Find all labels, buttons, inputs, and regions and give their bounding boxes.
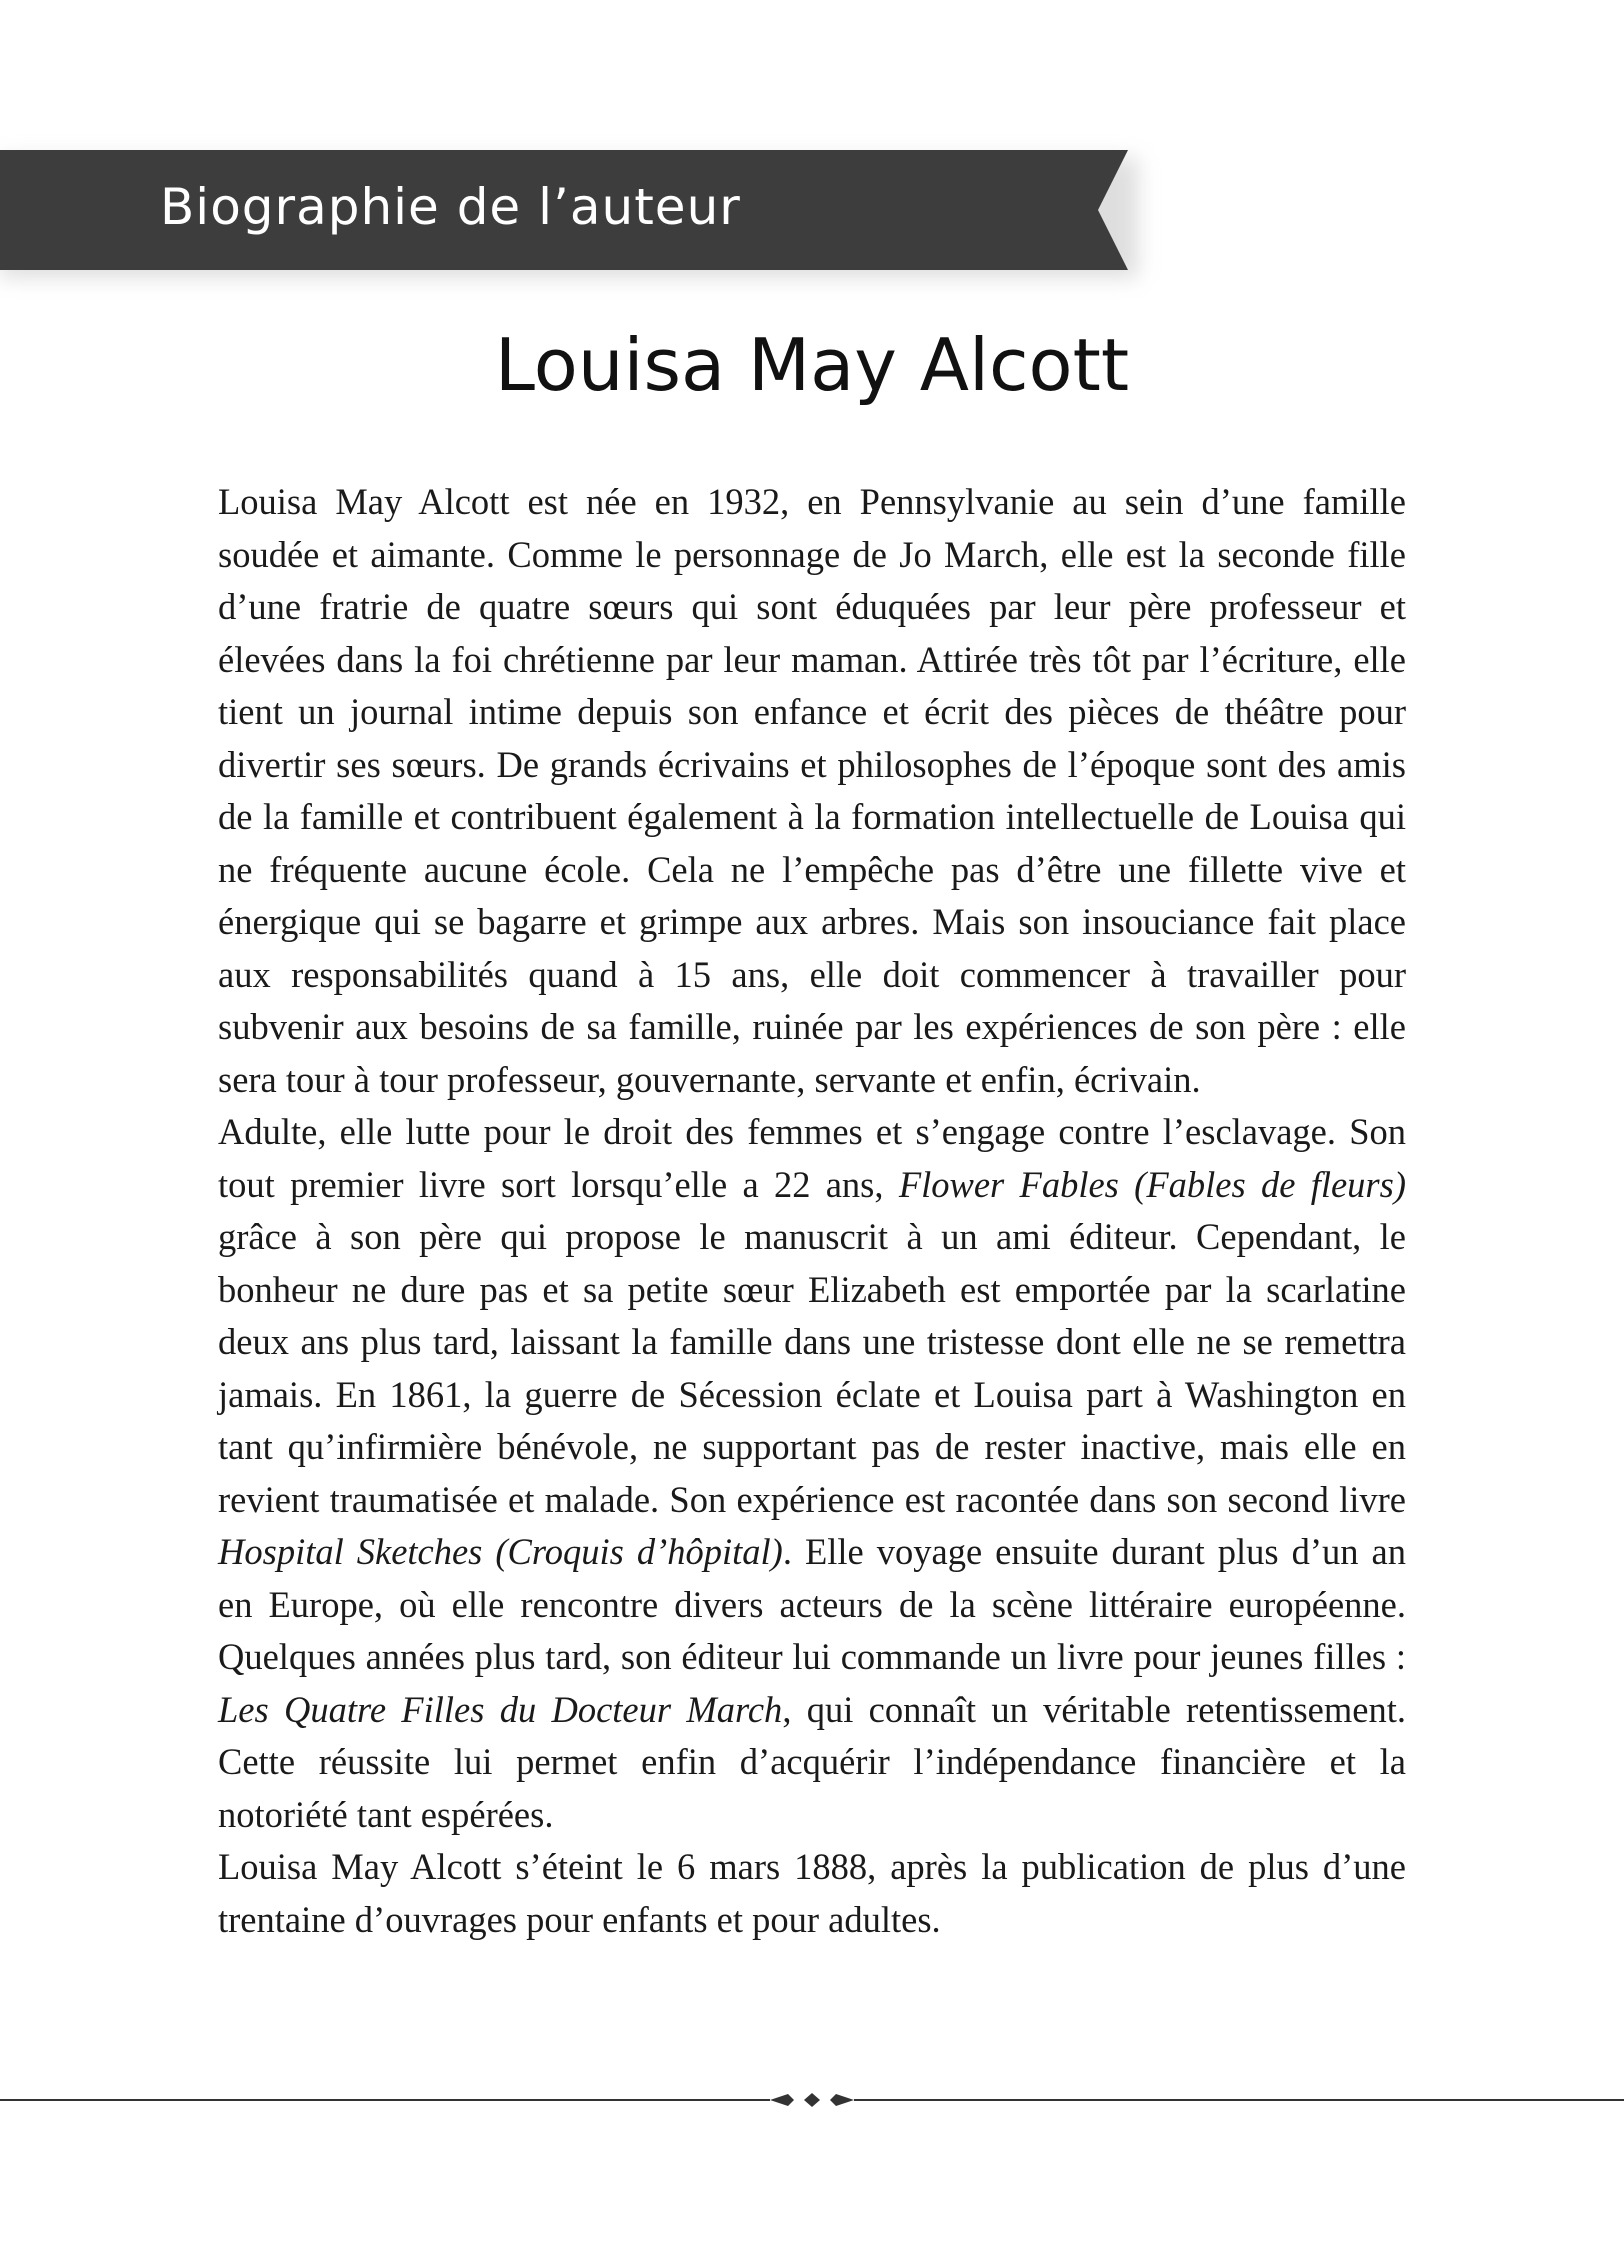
author-name: Louisa May Alcott <box>494 323 1130 407</box>
biography-text <box>218 476 1406 1946</box>
bio-p2-part-c: . Elle voyage ensuite durant plus d’un an en Europe, où elle rencontre divers acteurs de la scène littéraire européenne. Quelques années plus tard, son éditeur lui commande un livre pour jeunes filles : <box>218 1531 1406 1677</box>
section-label: Biographie de l’auteur <box>160 178 741 236</box>
book-title-flower-fables: Flower Fables (Fables de fleurs) <box>898 1163 1406 1205</box>
bio-paragraph-2 <box>218 1106 1406 1841</box>
section-banner <box>0 150 1128 270</box>
bio-paragraph-3: Louisa May Alcott s’éteint le 6 mars 1888, après la publication de plus d’une trentaine d’ouvrages pour enfants et pour adultes. <box>218 1846 1406 1940</box>
bio-p2-part-d: , qui connaît un véritable retentissement. Cette réussite lui permet enfin d’acquérir l’indépendance financière et la notoriété tant espérées. <box>218 1688 1406 1835</box>
bio-p2-part-b: grâce à son père qui propose le manuscrit à un ami éditeur. Cependant, le bonheur ne dure pas et sa petite sœur Elizabeth est emportée par la scarlatine deux ans plus tard, laissant la famille dans une tristesse dont elle ne se remettra jamais. En 1861, la guerre de Sécession éclate et Louisa part à Washington en tant qu’infirmière bénévole, ne supportant pas de rester inactive, mais elle en revient traumatisée et malade. Son expérience est racontée dans son second livre <box>218 1216 1406 1520</box>
page-title <box>0 323 1624 407</box>
book-title-hospital-sketches: Hospital Sketches (Croquis d’hôpital) <box>218 1531 783 1572</box>
book-title-quatre-filles: Les Quatre Filles du Docteur March <box>218 1688 783 1730</box>
ornamental-divider <box>0 2090 1624 2110</box>
bio-paragraph-1: Louisa May Alcott est née en 1932, en Pennsylvanie au sein d’une famille soudée et aimante. Comme le personnage de Jo March, elle est la seconde fille d’une fratrie de quatre sœurs qui sont éduquées par leur père professeur et élevées dans la foi chrétienne par leur maman. Attirée très tôt par l’écriture, elle tient un journal intime depuis son enfance et écrit des pièces de théâtre pour divertir ses sœurs. De grands écrivains et philosophes de l’époque sont des amis de la famille et contribuent également à la formation intellectuelle de Louisa qui ne fréquente aucune école. Cela ne l’empêche pas d’être une fillette vive et énergique qui se bagarre et grimpe aux arbres. Mais son insouciance fait place aux responsabilités quand à 15 ans, elle doit commencer à travailler pour subvenir aux besoins de sa famille, ruinée par les expériences de son père : elle sera tour à tour professeur, gouvernante, servante et enfin, écrivain. <box>218 481 1406 1100</box>
bio-p2-part-a: Adulte, elle lutte pour le droit des femmes et s’engage contre l’esclavage. Son tout premier livre sort lorsqu’elle a 22 ans, <box>218 1111 1406 1205</box>
